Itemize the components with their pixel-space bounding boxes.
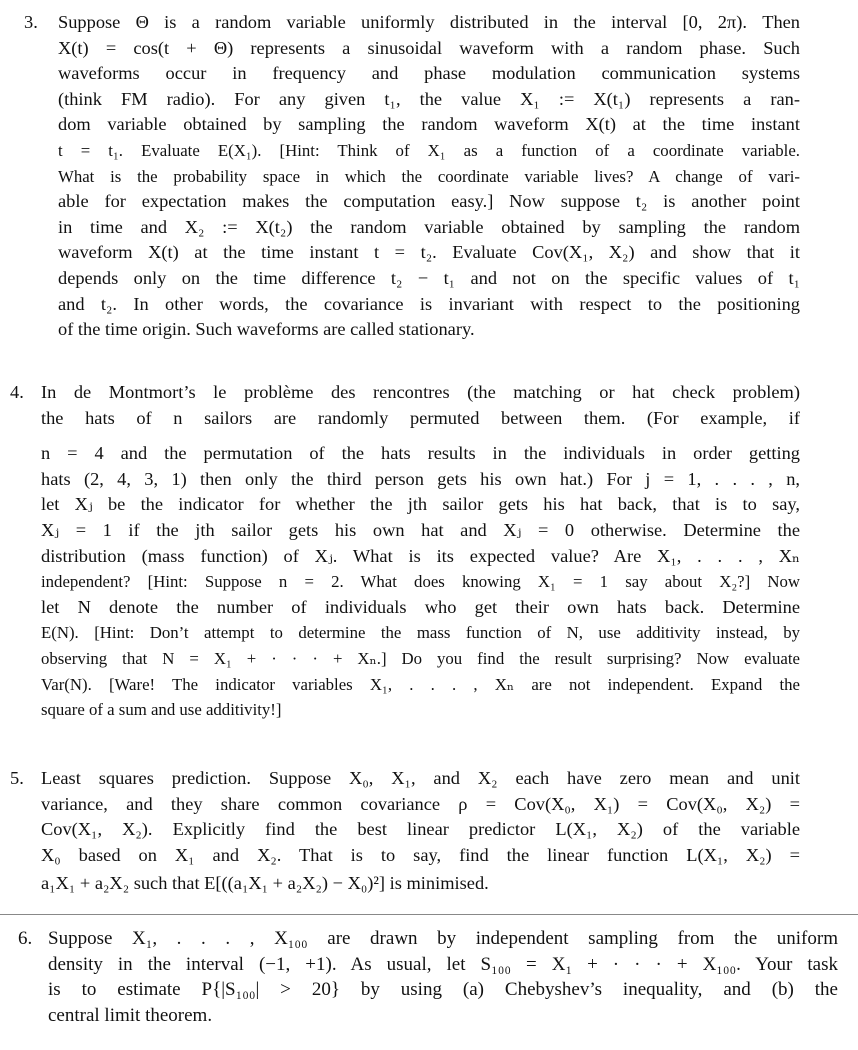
- text-line: let Xⱼ be the indicator for whether the jth sailor gets his hat back, that is to say,: [41, 494, 800, 515]
- text-line: observing that N = X₁ + · · · + Xₙ.] Do you find the result surprising? Now evaluate: [41, 648, 800, 668]
- text-line: n = 4 and the permutation of the hats results in the individuals in order getting: [41, 443, 800, 464]
- text-line: Suppose Θ is a random variable uniformly distributed in the interval [0, 2π). Then: [58, 12, 800, 32]
- text-line: a₁X₁ + a₂X₂ such that E[((a₁X₁ + a₂X₂) − X₀)²] is minimised.: [41, 873, 489, 894]
- text-line: In de Montmort’s le problème des rencontres (the matching or hat check problem): [41, 382, 800, 402]
- text-line: t = t₁. Evaluate E(X₁). [Hint: Think of X₁ as a function of a coordinate variable.: [58, 140, 800, 160]
- problem-text: [41, 380, 800, 723]
- problem-number: 3.: [24, 12, 38, 32]
- text-line: Suppose X₁, . . . , X₁₀₀ are drawn by independent sampling from the uniform: [48, 928, 838, 949]
- text-line: of the time origin. Such waveforms are called stationary.: [58, 319, 475, 340]
- text-line: Var(N). [Ware! The indicator variables X₁, . . . , Xₙ are not independent. Expand the: [41, 674, 800, 694]
- problem-number: 4.: [10, 382, 24, 402]
- text-line: waveforms occur in frequency and phase modulation communication systems: [58, 63, 800, 84]
- text-line: central limit theorem.: [48, 1004, 213, 1026]
- problem-5: [10, 766, 800, 897]
- text-line: depends only on the time difference t₂ − t₁ and not on the specific values of t₁: [58, 267, 800, 288]
- problem-text: [48, 926, 838, 1028]
- text-line: independent? [Hint: Suppose n = 2. What does knowing X₁ = 1 say about X₂?] Now: [41, 572, 800, 592]
- text-line: is to estimate P{|S₁₀₀| > 20} by using (a) Chebyshev’s inequality, and (b) the: [48, 979, 838, 1001]
- section-divider: [0, 914, 858, 915]
- text-line: the hats of n sailors are randomly permuted between them. (For example, if: [41, 407, 800, 428]
- text-line: able for expectation makes the computation easy.] Now suppose t₂ is another point: [58, 191, 800, 212]
- problem-number: 6.: [18, 928, 33, 949]
- problem-number: 5.: [10, 768, 24, 788]
- text-line: let N denote the number of individuals who get their own hats back. Determine: [41, 596, 800, 617]
- text-line: E(N). [Hint: Don’t attempt to determine the mass function of N, use additivity instead, by: [41, 623, 800, 643]
- text-line: hats (2, 4, 3, 1) then only the third person gets his own hat.) For j = 1, . . . , n,: [41, 468, 800, 489]
- text-line: X₀ based on X₁ and X₂. That is to say, find the linear function L(X₁, X₂) =: [41, 844, 800, 865]
- text-line: Least squares prediction. Suppose X₀, X₁, and X₂ each have zero mean and unit: [41, 768, 800, 788]
- text-line: in time and X₂ := X(t₂) the random variable obtained by sampling the random: [58, 216, 800, 237]
- text-line: and t₂. In other words, the covariance is invariant with respect to the positioning: [58, 293, 800, 314]
- text-line: Xⱼ = 1 if the jth sailor gets his own hat and Xⱼ = 0 otherwise. Determine the: [41, 519, 800, 540]
- text-line: dom variable obtained by sampling the random waveform X(t) at the time instant: [58, 114, 800, 135]
- text-line: (think FM radio). For any given t₁, the value X₁ := X(t₁) represents a ran-: [58, 88, 800, 109]
- problem-6: [18, 926, 838, 1028]
- text-line: Cov(X₁, X₂). Explicitly find the best linear predictor L(X₁, X₂) of the variable: [41, 819, 800, 840]
- text-line: What is the probability space in which the coordinate variable lives? A change of vari-: [58, 166, 800, 186]
- text-line: waveform X(t) at the time instant t = t₂. Evaluate Cov(X₁, X₂) and show that it: [58, 242, 800, 263]
- problem-4: [10, 380, 800, 723]
- problem-text: [41, 766, 800, 897]
- text-line: X(t) = cos(t + Θ) represents a sinusoidal waveform with a random phase. Such: [58, 37, 800, 58]
- text-line: density in the interval (−1, +1). As usual, let S₁₀₀ = X₁ + · · · + X₁₀₀. Your task: [48, 953, 838, 975]
- text-line: variance, and they share common covariance ρ = Cov(X₀, X₁) = Cov(X₀, X₂) =: [41, 793, 800, 814]
- text-line: distribution (mass function) of Xⱼ. What is its expected value? Are X₁, . . . , Xₙ: [41, 545, 800, 566]
- text-line: square of a sum and use additivity!]: [41, 700, 282, 720]
- problem-text: [58, 10, 800, 343]
- problem-3: [24, 10, 800, 343]
